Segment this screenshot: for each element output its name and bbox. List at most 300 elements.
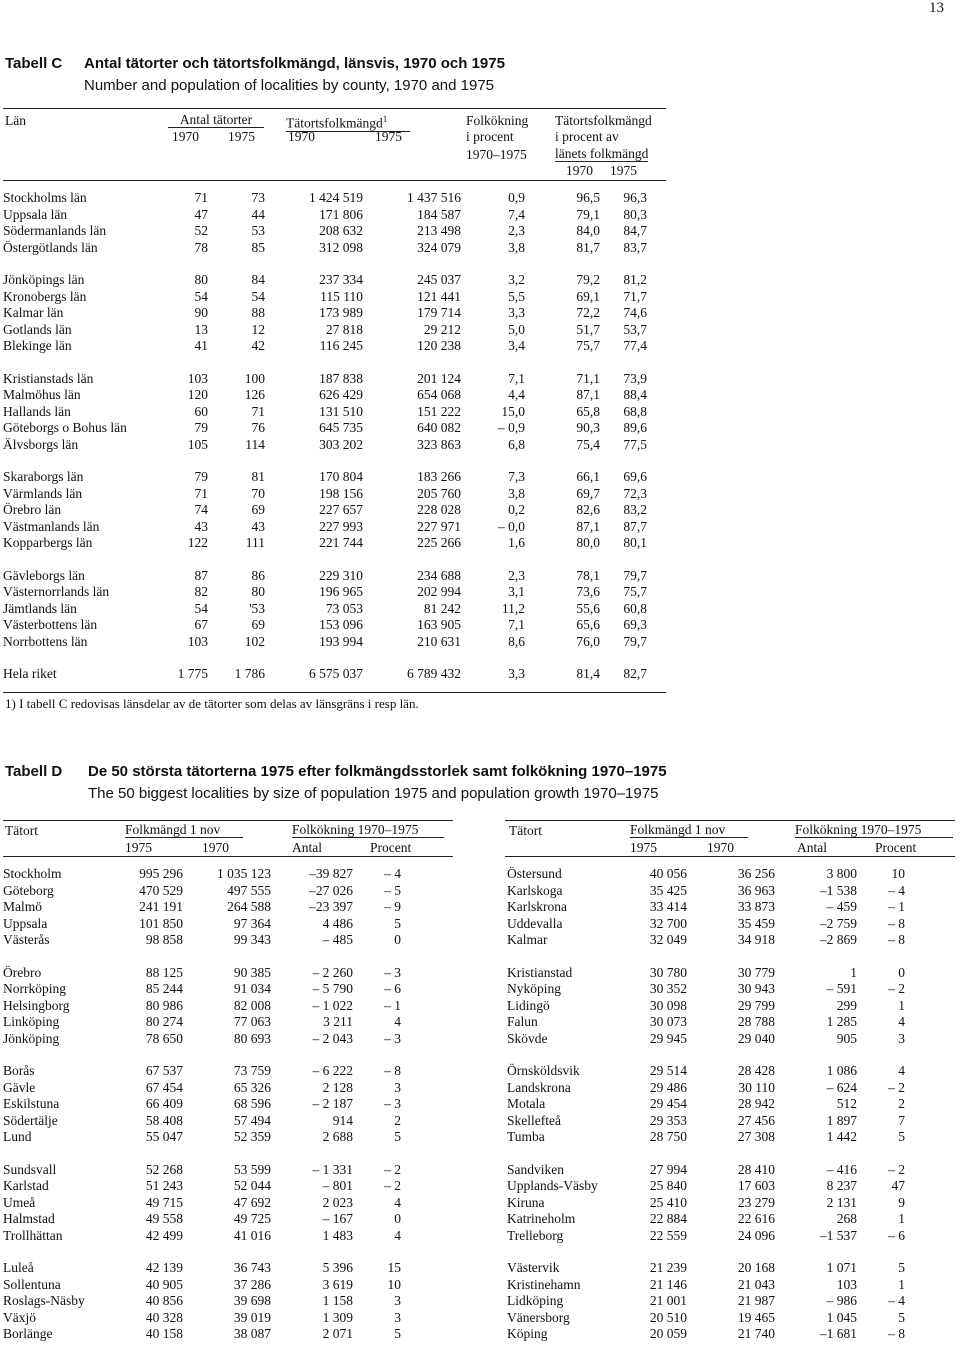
table-row	[3, 272, 647, 289]
table-d-left-header-rule	[3, 856, 453, 857]
table-cell: 131 510	[319, 403, 363, 419]
table-row	[507, 1031, 905, 1048]
table-c-grid	[3, 190, 647, 683]
table-cell: – 2 260	[312, 964, 353, 980]
table-cell: 25 840	[649, 1178, 687, 1193]
table-row	[3, 190, 647, 207]
col-folkokning-period: 1970–1975	[466, 147, 527, 162]
locality-name: Södertälje	[3, 1112, 58, 1128]
table-row	[507, 1326, 905, 1343]
table-cell: 21 740	[737, 1326, 775, 1341]
group-spacer-cell	[3, 453, 647, 469]
table-cell: 52	[194, 223, 208, 238]
table-cell: 3 211	[323, 1014, 353, 1029]
table-cell: 29 040	[737, 1030, 775, 1046]
table-cell: 21 146	[649, 1276, 687, 1292]
locality-name: Trollhättan	[3, 1227, 63, 1243]
table-row	[3, 322, 647, 339]
county-name: Gotlands län	[3, 321, 72, 337]
table-cell: 10	[387, 1276, 401, 1292]
table-cell: 22 884	[649, 1211, 687, 1226]
table-cell: 234 688	[417, 567, 461, 583]
table-cell: 8 237	[826, 1178, 857, 1193]
table-cell: 36 963	[737, 882, 775, 898]
table-cell: 3 619	[322, 1276, 353, 1292]
locality-name: Karlskrona	[507, 899, 567, 914]
table-cell: 0	[898, 964, 905, 980]
table-cell: 79,7	[623, 567, 647, 583]
table-cell: 1 424 519	[309, 190, 363, 205]
table-row	[3, 568, 647, 585]
table-cell: 163 905	[417, 617, 461, 632]
table-row	[3, 617, 647, 634]
locality-name: Gävle	[3, 1079, 36, 1095]
table-cell: 78 650	[145, 1030, 183, 1046]
table-cell: 173 989	[319, 305, 363, 320]
table-cell: 4	[898, 1014, 905, 1029]
table-cell: 20 059	[649, 1326, 687, 1341]
table-cell: 66 409	[145, 1096, 183, 1111]
table-cell: –1 537	[819, 1227, 857, 1243]
table-cell: 55,6	[576, 600, 600, 616]
table-cell: 66,1	[576, 469, 600, 484]
table-row	[507, 1129, 905, 1146]
table-cell: 81	[251, 469, 265, 484]
table-cell: 83,7	[623, 239, 647, 255]
table-d-label: Tabell D	[5, 763, 63, 780]
group-spacer-cell	[507, 1146, 905, 1162]
table-cell: 71	[251, 403, 265, 419]
col-procent-right: Procent	[875, 840, 917, 855]
locality-name: Västervik	[507, 1260, 560, 1275]
table-c-top-rule	[3, 108, 666, 109]
locality-name: Örnsköldsvik	[507, 1063, 580, 1078]
table-cell: 1	[898, 1276, 905, 1292]
table-cell: 2 688	[322, 1129, 353, 1144]
table-cell: – 3	[384, 1030, 401, 1046]
table-cell: 12	[251, 321, 265, 337]
table-cell: 74,6	[623, 305, 647, 320]
table-cell: 80 986	[145, 997, 183, 1013]
page-number: 13	[929, 0, 944, 16]
table-cell: 29 353	[649, 1112, 687, 1128]
table-cell: 1	[898, 1211, 905, 1226]
col-folkokning-procent: i procent	[466, 129, 514, 144]
table-cell: 37 286	[233, 1276, 271, 1292]
table-cell: 77,5	[623, 436, 647, 452]
table-cell: 54	[194, 600, 208, 616]
table-cell: 3,3	[508, 666, 525, 681]
table-row	[3, 1162, 401, 1179]
table-cell: –1 681	[819, 1326, 857, 1341]
table-cell: –39 827	[309, 866, 353, 881]
county-name: Stockholms län	[3, 190, 87, 205]
table-cell: 1,6	[508, 535, 525, 550]
table-row	[507, 1260, 905, 1277]
locality-name: Kiruna	[507, 1194, 545, 1210]
table-cell: 213 498	[417, 223, 461, 238]
col-folkmangd-1975: 1975	[125, 840, 152, 855]
table-cell: 153 096	[319, 617, 363, 632]
table-cell: 87,1	[576, 387, 600, 402]
table-cell: 23 279	[737, 1194, 775, 1210]
table-cell: 71,7	[623, 288, 647, 304]
county-name: Hela riket	[3, 666, 57, 681]
table-cell: 8,6	[508, 633, 525, 649]
table-cell: 1	[850, 964, 857, 980]
table-cell: 5	[898, 1129, 905, 1144]
locality-name: Uppsala	[3, 915, 48, 931]
table-cell: 3	[898, 1030, 905, 1046]
table-cell: 82	[194, 584, 208, 599]
table-cell: 73 759	[233, 1063, 271, 1078]
table-row	[3, 1129, 401, 1146]
table-cell: 103	[836, 1276, 857, 1292]
table-cell: 114	[245, 436, 265, 452]
table-cell: 0,2	[508, 502, 525, 517]
table-cell: 30 780	[649, 964, 687, 980]
table-cell: 40 056	[649, 866, 687, 881]
table-cell: 47	[194, 206, 208, 222]
table-cell: 22 559	[649, 1227, 687, 1243]
table-row	[507, 1113, 905, 1130]
table-cell: 100	[244, 370, 265, 386]
table-c-bottom-rule	[3, 692, 666, 693]
table-cell: 79,2	[576, 272, 600, 287]
table-cell: 221 744	[319, 535, 363, 550]
group-spacer	[3, 949, 401, 965]
table-cell: 72,3	[623, 485, 647, 501]
locality-name: Motala	[507, 1096, 546, 1111]
table-cell: 1 897	[826, 1112, 857, 1128]
table-cell: 2,3	[508, 223, 525, 238]
locality-name: Köping	[507, 1326, 548, 1341]
table-cell: 30 352	[649, 981, 687, 996]
table-cell: 264 588	[227, 899, 271, 914]
table-cell: 0	[394, 932, 401, 947]
table-cell: 111	[245, 535, 265, 550]
table-cell: 54	[194, 288, 208, 304]
table-cell: 43	[194, 518, 208, 534]
table-cell: 69,7	[576, 485, 600, 501]
table-row	[3, 584, 647, 601]
table-cell: 914	[332, 1112, 353, 1128]
group-spacer-cell	[3, 256, 647, 272]
table-cell: 179 714	[417, 305, 461, 320]
county-name: Örebro län	[3, 502, 62, 517]
table-cell: 3,8	[508, 485, 525, 501]
table-cell: – 8	[384, 1063, 401, 1078]
table-cell: 20 168	[737, 1260, 775, 1275]
table-row	[3, 1014, 401, 1031]
table-cell: 905	[836, 1030, 857, 1046]
table-cell: 10	[891, 866, 905, 881]
table-cell: –2 869	[819, 932, 857, 947]
table-cell: 71	[194, 190, 208, 205]
table-row	[3, 502, 647, 519]
table-cell: 28 428	[737, 1063, 775, 1078]
col-folkokning-right: Folkökning 1970–1975	[795, 822, 953, 838]
table-cell: 68 596	[233, 1096, 271, 1111]
county-name: Älvsborgs län	[3, 436, 79, 452]
group-spacer	[3, 650, 647, 666]
table-cell: – 1	[384, 997, 401, 1013]
table-cell: 99 343	[233, 932, 271, 947]
table-row	[507, 1310, 905, 1327]
table-cell: 75,7	[576, 338, 600, 353]
table-row	[3, 965, 401, 982]
table-d-title: De 50 största tätorterna 1975 efter folkmängdsstorlek samt folkökning 1970–1975	[88, 763, 667, 780]
table-cell: 36 256	[737, 866, 775, 881]
table-cell: 245 037	[417, 272, 461, 287]
table-cell: 33 873	[737, 899, 775, 914]
table-row	[3, 1178, 401, 1195]
locality-name: Roslags-Näsby	[3, 1293, 85, 1308]
table-row	[3, 1031, 401, 1048]
table-cell: 4,4	[508, 387, 525, 402]
table-cell: 3,1	[508, 584, 525, 599]
group-spacer-cell	[507, 949, 905, 965]
table-cell: 227 971	[417, 518, 461, 534]
table-cell: 54	[251, 288, 265, 304]
table-cell: – 2 187	[312, 1096, 353, 1111]
table-cell: 80 693	[233, 1030, 271, 1046]
table-cell: 40 856	[145, 1293, 183, 1308]
table-cell: 86	[251, 567, 265, 583]
table-cell: – 4	[888, 882, 905, 898]
table-row	[507, 981, 905, 998]
table-cell: 27 994	[649, 1161, 687, 1177]
table-cell: 35 425	[649, 882, 687, 898]
locality-name: Karlstad	[3, 1178, 49, 1193]
table-row	[3, 1096, 401, 1113]
table-cell: 105	[187, 436, 208, 452]
table-cell: 60	[194, 403, 208, 419]
county-name: Västernorrlands län	[3, 584, 110, 599]
locality-name: Sollentuna	[3, 1276, 61, 1292]
table-cell: – 5	[384, 882, 401, 898]
table-cell: 0,9	[508, 190, 525, 205]
county-name: Gävleborgs län	[3, 567, 85, 583]
table-cell: 53,7	[623, 321, 647, 337]
county-name: Blekinge län	[3, 338, 72, 353]
table-cell: 83,2	[623, 502, 647, 517]
county-name: Kronobergs län	[3, 288, 87, 304]
table-cell: 96,3	[623, 190, 647, 205]
county-name: Hallands län	[3, 403, 71, 419]
table-cell: 87,1	[576, 518, 600, 534]
table-cell: 85 244	[145, 981, 183, 996]
table-row	[3, 883, 401, 900]
table-cell: 30 073	[649, 1014, 687, 1029]
table-cell: 38 087	[233, 1326, 271, 1341]
table-cell: – 2 043	[312, 1030, 353, 1046]
group-spacer	[3, 1244, 401, 1260]
table-row	[3, 535, 647, 552]
table-cell: 75,7	[623, 584, 647, 599]
table-cell: 42 139	[145, 1260, 183, 1275]
table-cell: 42	[251, 338, 265, 353]
table-cell: 4	[394, 1194, 401, 1210]
table-cell: 52 044	[233, 1178, 271, 1193]
col-folkmangd-1970-right: 1970	[707, 840, 734, 855]
locality-name: Nyköping	[507, 981, 561, 996]
locality-name: Linköping	[3, 1014, 60, 1029]
table-cell: 21 043	[737, 1276, 775, 1292]
table-cell: 71,1	[576, 370, 600, 386]
table-row	[3, 387, 647, 404]
table-cell: 40 328	[145, 1309, 183, 1325]
col-folkmangd-right: Folkmängd 1 nov	[630, 822, 748, 838]
group-spacer	[507, 949, 905, 965]
county-name: Malmöhus län	[3, 387, 81, 402]
table-row	[3, 1195, 401, 1212]
table-cell: 7,1	[508, 370, 525, 386]
table-cell: 7	[898, 1112, 905, 1128]
table-cell: – 4	[384, 866, 401, 881]
table-cell: 654 068	[417, 387, 461, 402]
table-cell: 57 494	[233, 1112, 271, 1128]
table-row	[3, 1063, 401, 1080]
table-cell: 77,4	[623, 338, 647, 353]
table-cell: 89,6	[623, 420, 647, 435]
table-d-left-body	[3, 866, 453, 1343]
table-cell: 5	[898, 1309, 905, 1325]
table-row	[3, 899, 401, 916]
table-row	[3, 437, 647, 454]
table-row	[507, 1096, 905, 1113]
table-cell: 1 775	[177, 666, 208, 681]
col-folk-1970: 1970	[288, 129, 315, 144]
table-cell: 237 334	[319, 272, 363, 287]
table-cell: 49 715	[145, 1194, 183, 1210]
table-cell: 19 465	[737, 1309, 775, 1325]
table-cell: – 2	[888, 981, 905, 996]
table-cell: 34 918	[737, 932, 775, 947]
table-cell: 27 818	[325, 321, 363, 337]
table-cell: – 3	[384, 1096, 401, 1111]
table-cell: 24 096	[737, 1227, 775, 1243]
table-cell: 36 743	[233, 1260, 271, 1275]
locality-name: Umeå	[3, 1194, 36, 1210]
table-cell: 84,0	[576, 223, 600, 238]
table-cell: 79,7	[623, 633, 647, 649]
table-cell: 73,6	[576, 584, 600, 599]
table-row	[3, 1326, 401, 1343]
table-cell: 65,6	[576, 617, 600, 632]
locality-name: Falun	[507, 1014, 538, 1029]
table-row	[3, 634, 647, 651]
col-antal-1970: 1970	[172, 129, 199, 144]
table-cell: 32 700	[649, 915, 687, 931]
table-row	[3, 207, 647, 224]
locality-name: Skövde	[507, 1030, 548, 1046]
table-cell: 69	[251, 502, 265, 517]
table-cell: – 591	[826, 981, 857, 996]
table-cell: – 801	[322, 1178, 353, 1193]
table-row	[3, 404, 647, 421]
county-name: Östergötlands län	[3, 239, 98, 255]
table-row	[507, 883, 905, 900]
table-cell: 27 308	[737, 1129, 775, 1144]
table-row	[3, 1113, 401, 1130]
table-cell: 2,3	[508, 567, 525, 583]
table-d-grid-left	[3, 866, 401, 1343]
table-cell: 21 239	[649, 1260, 687, 1275]
table-cell: 47 692	[233, 1194, 271, 1210]
table-cell: 121 441	[417, 288, 461, 304]
locality-name: Växjö	[3, 1309, 36, 1325]
table-cell: 51,7	[576, 321, 600, 337]
table-cell: –1 538	[819, 882, 857, 898]
locality-name: Landskrona	[507, 1079, 571, 1095]
table-cell: 6 575 037	[309, 666, 363, 681]
table-cell: 17 603	[737, 1178, 775, 1193]
table-cell: 65 326	[233, 1079, 271, 1095]
table-cell: 103	[187, 370, 208, 386]
table-cell: 4	[898, 1063, 905, 1078]
locality-name: Luleå	[3, 1260, 34, 1275]
table-cell: 30 779	[737, 964, 775, 980]
group-spacer-cell	[3, 1146, 401, 1162]
table-cell: 96,5	[576, 190, 600, 205]
table-cell: 15,0	[501, 403, 525, 419]
table-cell: 5	[394, 1129, 401, 1144]
table-cell: 41	[194, 338, 208, 353]
table-cell: 51 243	[145, 1178, 183, 1193]
table-cell: – 2	[384, 1178, 401, 1193]
table-cell: 90,3	[576, 420, 600, 435]
table-cell: 21 987	[737, 1293, 775, 1308]
table-row	[3, 1211, 401, 1228]
table-cell: 193 994	[319, 633, 363, 649]
table-cell: 52 359	[233, 1129, 271, 1144]
group-spacer-cell	[3, 552, 647, 568]
county-name: Kopparbergs län	[3, 535, 93, 550]
table-cell: 116 245	[319, 338, 363, 353]
locality-name: Eskilstuna	[3, 1096, 60, 1111]
table-row	[3, 338, 647, 355]
col-tatort: Tätort	[5, 823, 38, 838]
table-cell: –2 759	[819, 915, 857, 931]
table-cell: 5	[394, 915, 401, 931]
table-cell: 2 071	[322, 1326, 353, 1341]
table-cell: 1 442	[826, 1129, 857, 1144]
col-procent: Procent	[370, 840, 412, 855]
table-cell: 80 274	[145, 1014, 183, 1029]
locality-name: Trelleborg	[507, 1227, 564, 1243]
table-cell: – 6	[888, 1227, 905, 1243]
table-d-right-body	[507, 866, 957, 1343]
locality-name: Lidköping	[507, 1293, 564, 1308]
table-cell: 312 098	[319, 239, 363, 255]
table-row	[3, 469, 647, 486]
table-cell: 227 993	[319, 518, 363, 534]
table-d-left-top-rule	[3, 820, 453, 821]
table-row	[3, 1260, 401, 1277]
table-cell: 41 016	[233, 1227, 271, 1243]
table-cell: 33 414	[649, 899, 687, 914]
group-spacer-cell	[507, 1047, 905, 1063]
table-row	[3, 998, 401, 1015]
col-folkmangd-1970: 1970	[202, 840, 229, 855]
table-cell: 80,3	[623, 206, 647, 222]
locality-name: Vänersborg	[507, 1309, 570, 1325]
table-cell: 88	[251, 305, 265, 320]
table-cell: 29 486	[649, 1079, 687, 1095]
table-row	[3, 866, 401, 883]
col-antal-1975: 1975	[228, 129, 255, 144]
